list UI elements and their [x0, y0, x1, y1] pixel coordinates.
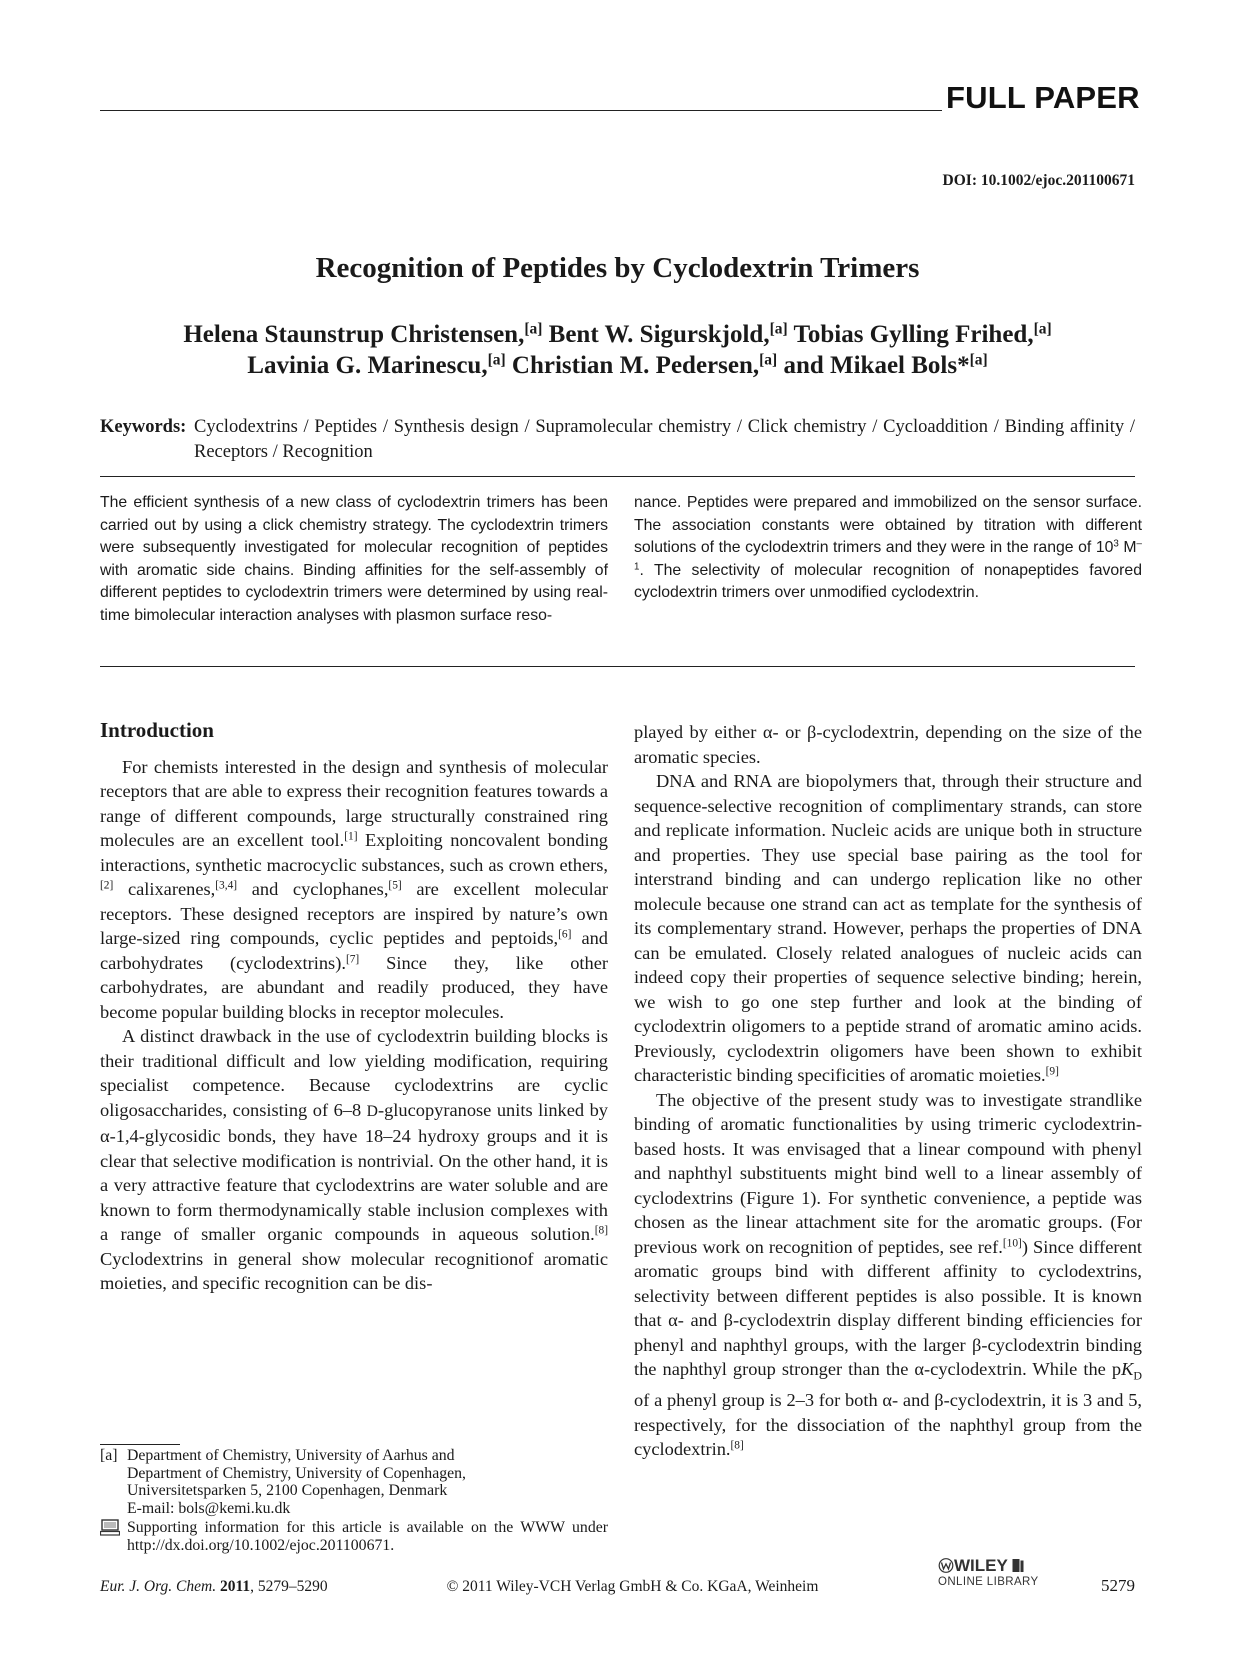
citation[interactable]: [7]: [345, 953, 360, 966]
citation[interactable]: [10]: [1002, 1237, 1022, 1250]
citation[interactable]: [1]: [344, 830, 358, 843]
citation[interactable]: [3,4]: [215, 879, 238, 892]
paragraph: DNA and RNA are biopolymers that, through their structure and sequence-selective recognition of complimentary strands, can store and replicate information. Nucleic acids are unique both in structure and properties. They use special base pairing as the tool for interstrand binding and can undergo replication like no other molecule because one strand can act as template for the synthesis of its complementary strand. However, perhaps the properties of DNA can be emulated. Closely related analogues of nucleic acids can indeed copy their properties of sequence selective binding; herein, we wish to go one step further and look at the binding of cyclodextrin oligomers to a peptide strand of aromatic amino acids. Previously, cyclodextrin oligomers have been shown to exhibit characteristic binding specificities of aromatic moieties.[9]: [634, 771, 1142, 1085]
author: Christian M. Pedersen,: [511, 352, 760, 379]
citation[interactable]: [8]: [594, 1224, 608, 1237]
doi[interactable]: DOI: 10.1002/ejoc.201100671: [942, 172, 1135, 189]
computer-icon: [100, 1519, 127, 1554]
affiliation-line: Department of Chemistry, University of Aarhus and: [127, 1447, 455, 1464]
abstract-left-column: The efficient synthesis of a new class of cyclodextrin trimers has been carried out by using a click chemistry strategy. The cyclodextrin trimers were subsequently investigated for molecular recognition of peptides with aromatic side chains. Binding affinities for the self-assembly of different peptides to cyclodextrin trimers were determined by using real-time bimolecular interaction analyses with plasmon surface reso-: [100, 494, 608, 624]
affiliation-mark: [a]: [487, 351, 506, 369]
author-list: [0, 319, 1235, 381]
affiliation-mark: [a]: [759, 351, 778, 369]
supporting-info[interactable]: Supporting information for this article is available on the WWW under http://dx.doi.org/10.1002/ejoc.201100671.: [127, 1519, 608, 1554]
footnote-mark: [a]: [100, 1447, 118, 1464]
citation[interactable]: [8]: [730, 1439, 744, 1452]
citation[interactable]: [6]: [558, 928, 572, 941]
wiley-logo[interactable]: WILEY ONLINE LIBRARY: [938, 1556, 1039, 1588]
affiliation-line: Department of Chemistry, University of Copenhagen,: [127, 1464, 466, 1482]
affiliation-mark: [a]: [1033, 320, 1052, 338]
author: Lavinia G. Marinescu,: [247, 352, 488, 379]
keywords-list: Cyclodextrins / Peptides / Synthesis design / Supramolecular chemistry / Click chemistry / Cycloaddition / Binding affinity / Receptors / Recognition: [194, 417, 1135, 462]
paragraph: The objective of the present study was to investigate strandlike binding of aromatic functionalities by using trimeric cyclodextrin-based hosts. It was envisaged that a linear compound with phenyl and naphthyl substituents might bind well to a linear assembly of cyclodextrins (Figure 1). For synthetic convenience, a peptide was chosen as the linear attachment site for the aromatic groups. (For previous work on recognition of peptides, see ref.[10]) Since different aromatic groups bind with different affinity to cyclodextrins, selectivity between different peptides is also possible. It is known that α- and β-cyclodextrin display different binding efficiencies for phenyl and naphthyl groups, with the larger β-cyclodextrin binding the naphthyl group stronger than the α-cyclodextrin. While the $pK_D$ of a phenyl group is 2–3 for both α- and β-cyclodextrin, it is 3 and 5, respectively, for the dissociation of the naphthyl group from the cyclodextrin.[8]: [634, 1089, 1143, 1460]
journal-citation: Eur. J. Org. Chem. 2011, 5279–5290: [100, 1578, 328, 1595]
citation[interactable]: [2]: [100, 879, 114, 892]
abstract-right-column: nance. Peptides were prepared and immobilized on the sensor surface. The association constants were obtained by titration with different solutions of the cyclodextrin trimers and they were in the range of $10^3$ $M^{-1}$. The selectivity of molecular recognition of nonapeptides favored cyclodextrin trimers over unmodified cyclodextrin.: [634, 494, 1142, 601]
citation[interactable]: [5]: [388, 879, 402, 892]
section-label: FULL PAPER: [946, 80, 1140, 115]
email-line[interactable]: E-mail: bols@kemi.ku.dk: [127, 1499, 291, 1517]
affiliation-mark: [a]: [769, 320, 788, 338]
author: and Mikael Bols*: [783, 352, 970, 379]
keywords-block: [100, 415, 1135, 465]
abstract-top-rule: [100, 476, 1135, 477]
citation[interactable]: [9]: [1045, 1065, 1059, 1078]
abstract-bottom-rule: [100, 666, 1135, 667]
affiliation-mark: [a]: [524, 320, 543, 338]
keywords-label: Keywords:: [100, 417, 187, 437]
author: Tobias Gylling Frihed,: [793, 321, 1034, 348]
author: Helena Staunstrup Christensen,: [183, 321, 525, 348]
footnote: [100, 1447, 608, 1555]
affiliation-mark: [a]: [969, 351, 988, 369]
copyright: © 2011 Wiley-VCH Verlag GmbH & Co. KGaA, Weinheim: [446, 1578, 819, 1595]
paragraph: played by either α- or β-cyclodextrin, depending on the size of the aromatic species.: [634, 722, 1142, 767]
body-right-column: [634, 720, 1142, 1462]
paragraph: For chemists interested in the design and synthesis of molecular receptors that are able to express their recognition features towards a range of different compounds, large structurally constrained ring molecules are an excellent tool.[1] Exploiting noncovalent bonding interactions, synthetic macrocyclic substances, such as crown ethers,[2] calixarenes,[3,4] and cyclophanes,[5] are excellent molecular receptors. These designed receptors are inspired by nature’s own large-sized ring compounds, cyclic peptides and peptoids,[6] and carbohydrates (cyclodextrins).[7] Since they, like other carbohydrates, are abundant and readily produced, they have become popular building blocks in receptor molecules.: [100, 756, 608, 1022]
header-rule: [100, 110, 942, 111]
footnote-rule: [100, 1444, 180, 1445]
affiliation-line: Universitetsparken 5, 2100 Copenhagen, Denmark: [127, 1482, 448, 1500]
page-number: 5279: [1101, 1576, 1135, 1595]
paragraph: A distinct drawback in the use of cyclodextrin building blocks is their traditional difficult and low yielding modification, requiring specialist competence. Because cyclodextrins are cyclic oligosaccharides, consisting of 6–8 D-glucopyranose units linked by α-1,4-glycosidic bonds, they have 18–24 hydroxy groups and it is clear that selective modification is nontrivial. On the other hand, it is a very attractive feature that cyclodextrins are water soluble and are known to form thermodynamically stable inclusion complexes with a range of smaller organic compounds in aqueous solution.[8] Cyclodextrins in general show molecular recognitionof aromatic moieties, and specific recognition can be dis-: [100, 1026, 608, 1293]
section-heading: Introduction: [100, 718, 214, 742]
wiley-mark-icon: [938, 1558, 954, 1573]
author: Bent W. Sigurskjold,: [548, 321, 770, 348]
article-title: Recognition of Peptides by Cyclodextrin Trimers: [315, 252, 920, 284]
body-left-column: [100, 718, 608, 1296]
book-icon: [1012, 1558, 1024, 1573]
